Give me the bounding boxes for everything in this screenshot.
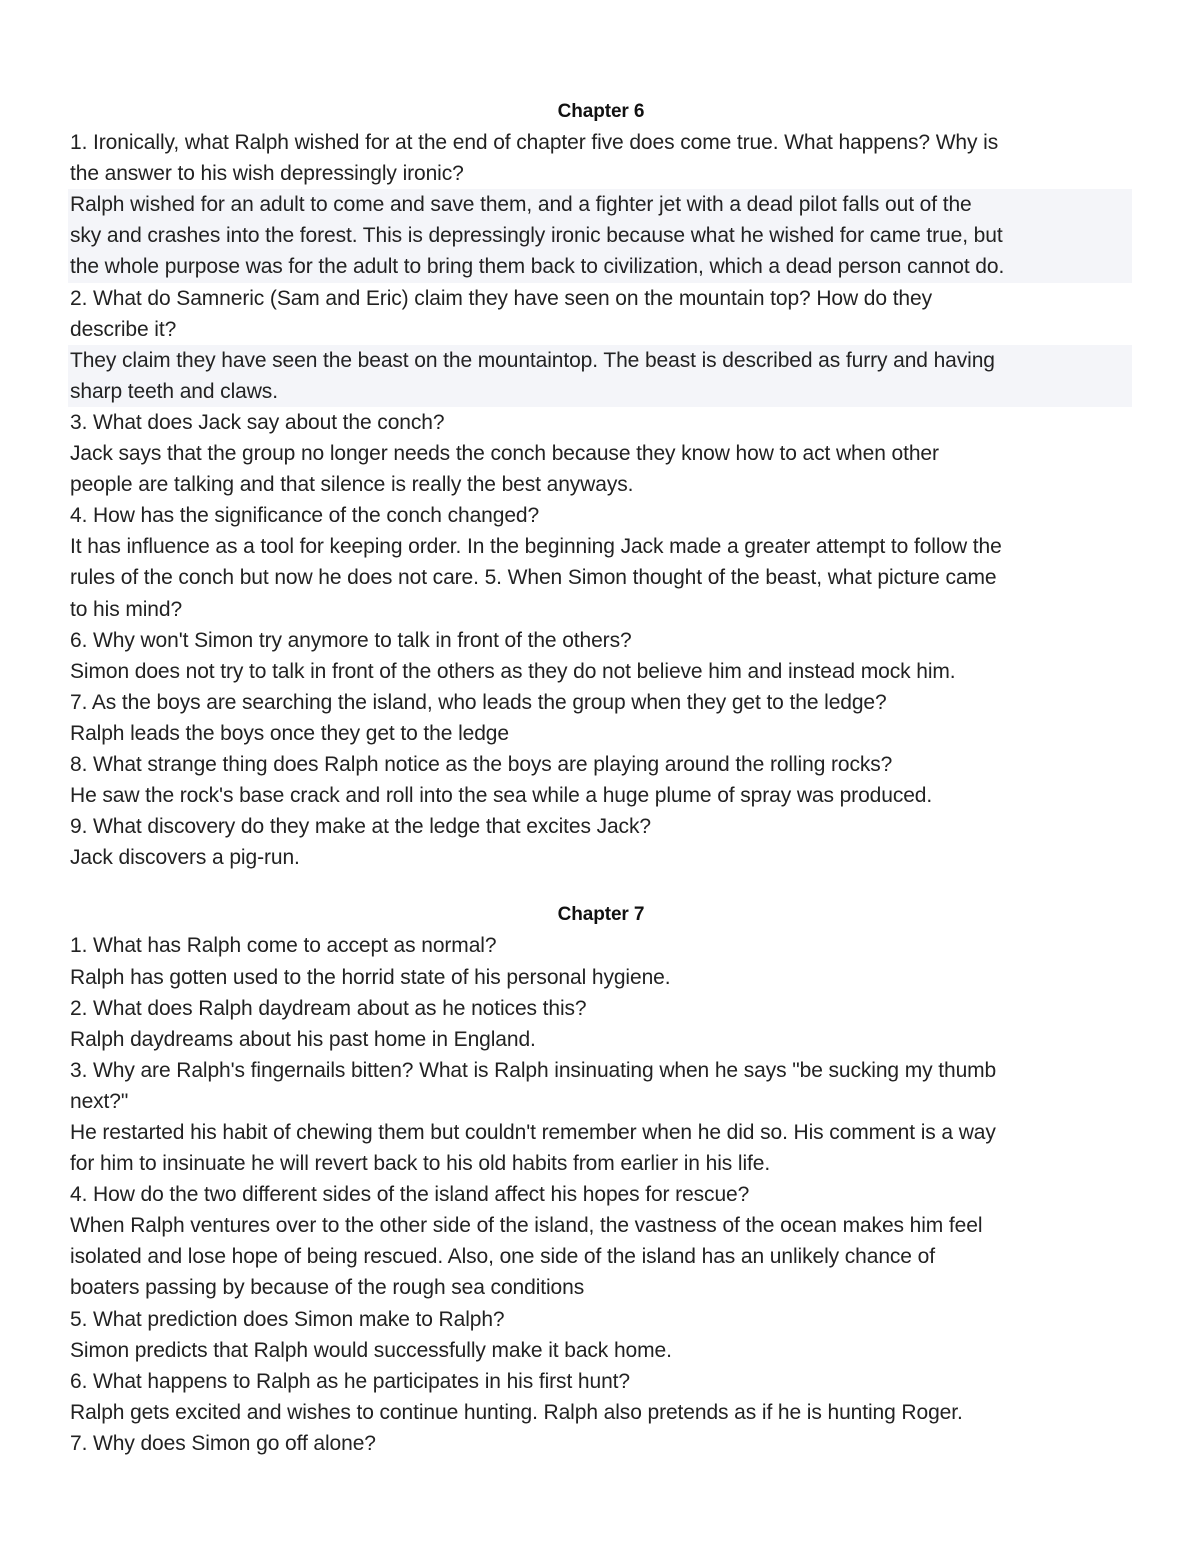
question-line: 8. What strange thing does Ralph notice as the boys are playing around the rolling rocks? xyxy=(70,752,893,776)
question-line: 5. What prediction does Simon make to Ralph? xyxy=(70,1307,505,1331)
answer-line: When Ralph ventures over to the other side of the island, the vastness of the ocean makes him feel xyxy=(70,1214,983,1238)
question-line: to his mind? xyxy=(70,597,183,621)
question-line: 7. Why does Simon go off alone? xyxy=(70,1431,376,1455)
chapter-6-heading: Chapter 6 xyxy=(557,101,645,122)
answer-line: people are talking and that silence is really the best anyways. xyxy=(70,473,634,497)
document-page xyxy=(70,96,1132,1459)
answer-line: They claim they have seen the beast on the mountaintop. The beast is described as furry and having xyxy=(68,345,1132,376)
answer-line: He saw the rock's base crack and roll into the sea while a huge plume of spray was produced. xyxy=(70,784,933,808)
answer-line: boaters passing by because of the rough sea conditions xyxy=(70,1276,585,1300)
answer-line: sky and crashes into the forest. This is depressingly ironic because what he wished for came true, but xyxy=(68,220,1132,251)
answer-line: It has influence as a tool for keeping order. In the beginning Jack made a greater attempt to follow the xyxy=(70,535,1002,559)
question-line: 4. How do the two different sides of the island affect his hopes for rescue? xyxy=(70,1183,750,1207)
question-line: 2. What does Ralph daydream about as he notices this? xyxy=(70,996,587,1020)
answer-line: rules of the conch but now he does not care. 5. When Simon thought of the beast, what picture came xyxy=(70,566,997,590)
answer-line: Ralph gets excited and wishes to continue hunting. Ralph also pretends as if he is hunting Roger. xyxy=(70,1400,963,1424)
answer-line: Ralph wished for an adult to come and save them, and a fighter jet with a dead pilot falls out of the xyxy=(68,189,1132,220)
chapter-7-heading: Chapter 7 xyxy=(557,904,645,926)
question-line: 6. What happens to Ralph as he participates in his first hunt? xyxy=(70,1369,630,1393)
question-line: describe it? xyxy=(70,317,177,341)
question-line: 3. Why are Ralph's fingernails bitten? What is Ralph insinuating when he says "be sucking my thumb xyxy=(70,1058,997,1082)
answer-line: for him to insinuate he will revert back to his old habits from earlier in his life. xyxy=(70,1152,771,1176)
chapter-7-body xyxy=(70,930,1132,1459)
chapter-6-body xyxy=(70,127,1132,873)
question-line: 7. As the boys are searching the island, who leads the group when they get to the ledge? xyxy=(70,690,887,714)
answer-line: Ralph leads the boys once they get to the ledge xyxy=(70,721,509,745)
answer-line: Simon does not try to talk in front of the others as they do not believe him and instead mock him. xyxy=(70,659,956,683)
section-spacer xyxy=(70,873,1132,899)
question-line: 6. Why won't Simon try anymore to talk in front of the others? xyxy=(70,628,632,652)
question-line: 1. What has Ralph come to accept as normal? xyxy=(70,934,497,958)
answer-line: the whole purpose was for the adult to bring them back to civilization, which a dead person cannot do. xyxy=(68,251,1132,282)
answer-line: isolated and lose hope of being rescued. Also, one side of the island has an unlikely chance of xyxy=(70,1245,935,1269)
answer-line: Ralph has gotten used to the horrid state of his personal hygiene. xyxy=(70,965,671,989)
answer-line: Jack says that the group no longer needs the conch because they know how to act when other xyxy=(70,442,939,466)
question-line: 1. Ironically, what Ralph wished for at the end of chapter five does come true. What happens? Why is xyxy=(70,131,999,155)
question-line: 2. What do Samneric (Sam and Eric) claim they have seen on the mountain top? How do they xyxy=(70,286,932,310)
question-line: the answer to his wish depressingly ironic? xyxy=(70,162,464,186)
answer-line: Simon predicts that Ralph would successfully make it back home. xyxy=(70,1338,672,1362)
question-line: next?" xyxy=(70,1089,129,1113)
question-line: 9. What discovery do they make at the ledge that excites Jack? xyxy=(70,815,651,839)
answer-line: sharp teeth and claws. xyxy=(68,376,1132,407)
answer-line: Ralph daydreams about his past home in England. xyxy=(70,1027,536,1051)
answer-line: Jack discovers a pig-run. xyxy=(70,846,300,870)
question-line: 4. How has the significance of the conch changed? xyxy=(70,504,540,528)
question-line: 3. What does Jack say about the conch? xyxy=(70,410,445,434)
answer-line: He restarted his habit of chewing them but couldn't remember when he did so. His comment is a way xyxy=(70,1121,996,1144)
